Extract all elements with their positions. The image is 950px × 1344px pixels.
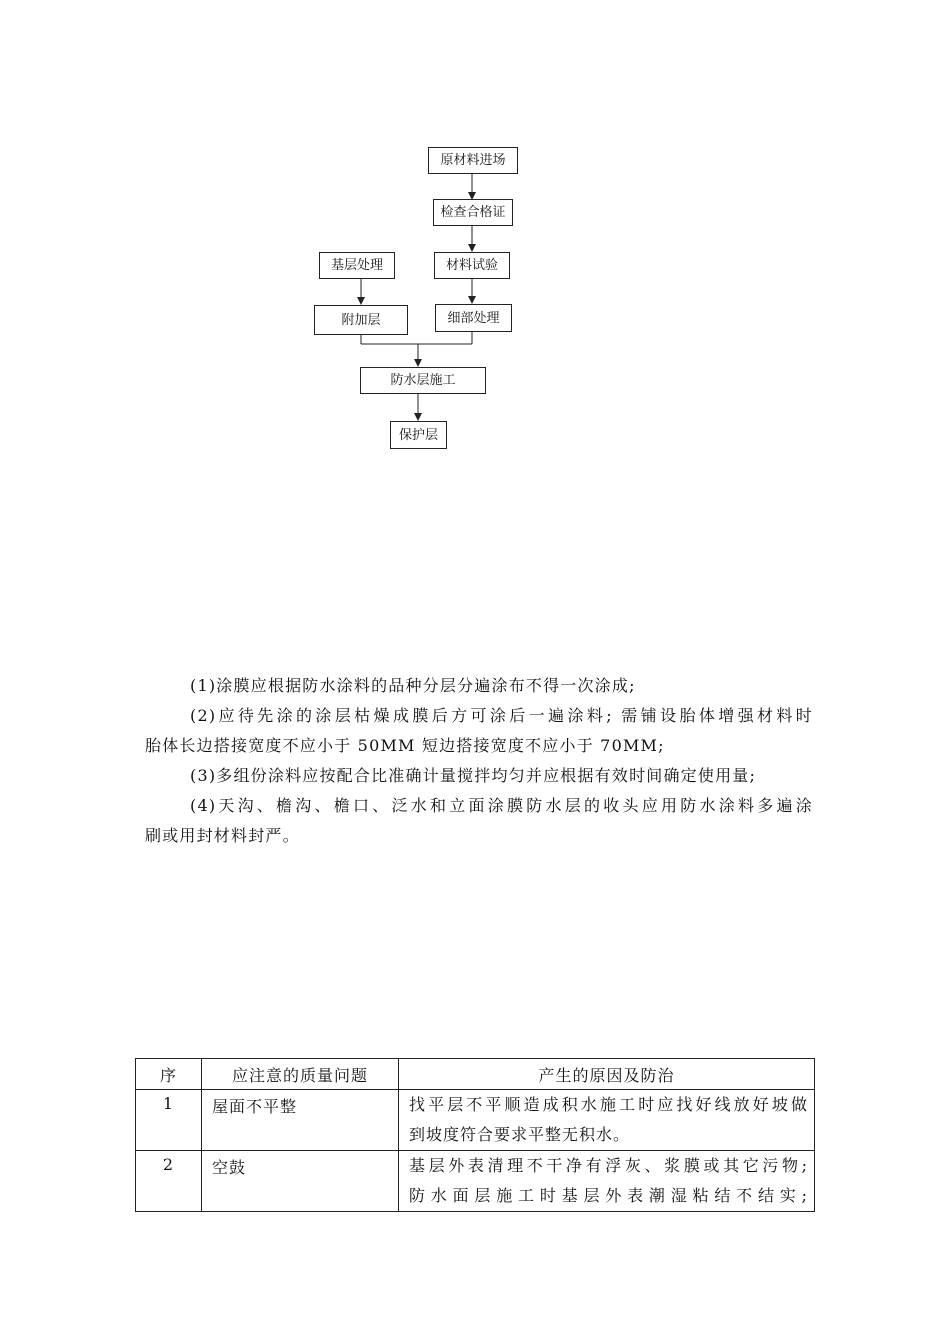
row-no: 2 — [136, 1151, 202, 1212]
node-base-treatment-label: 基层处理 — [330, 258, 383, 273]
table-header-row — [136, 1059, 815, 1090]
paragraph-2-line-1: (2)应待先涂的涂层枯燥成膜后方可涂后一遍涂料; 需铺设胎体增强材料时 — [190, 706, 813, 725]
node-check-cert-label: 检查合格证 — [440, 205, 506, 220]
quality-issues-table — [135, 1058, 815, 1212]
node-waterproof-construction — [360, 367, 486, 394]
node-waterproof-construction-label: 防水层施工 — [390, 373, 456, 388]
process-flowchart — [0, 0, 950, 470]
node-protective-layer — [390, 421, 447, 449]
requirements-text — [145, 671, 813, 851]
row-cause-line-2: 防水面层施工时基层外表潮湿粘结不结实; — [409, 1186, 808, 1205]
row-issue: 空鼓 — [202, 1151, 399, 1212]
row-cause-line-1: 基层外表清理不干净有浮灰、浆膜或其它污物; — [409, 1156, 808, 1175]
paragraph-2-line-2: 胎体长边搭接宽度不应小于 50MM 短边搭接宽度不应小于 70MM; — [145, 736, 665, 755]
paragraph-1: (1)涂膜应根据防水涂料的品种分层分遍涂布不得一次涂成; — [190, 676, 636, 695]
row-cause-line-1: 找平层不平顺造成积水施工时应找好线放好坡做 — [409, 1095, 808, 1114]
row-cause — [399, 1151, 815, 1212]
node-raw-material — [428, 147, 518, 174]
node-additional-layer-label: 附加层 — [341, 312, 381, 328]
paragraph-4-line-2: 刷或用封材料封严。 — [145, 826, 300, 845]
node-raw-material-label: 原材料进场 — [440, 153, 506, 168]
flowchart-connectors — [0, 0, 950, 470]
table-row — [136, 1090, 815, 1151]
row-no: 1 — [136, 1090, 202, 1151]
header-cause: 产生的原因及防治 — [399, 1059, 815, 1090]
row-issue: 屋面不平整 — [202, 1090, 399, 1151]
paragraph-4-line-1: (4)天沟、檐沟、檐口、泛水和立面涂膜防水层的收头应用防水涂料多遍涂 — [190, 796, 813, 815]
node-material-test-label: 材料试验 — [445, 258, 498, 273]
table-row — [136, 1151, 815, 1212]
header-issue: 应注意的质量问题 — [202, 1059, 399, 1090]
node-additional-layer — [314, 305, 408, 335]
node-detail-treatment-label: 细部处理 — [447, 310, 500, 326]
node-protective-layer-label: 保护层 — [398, 427, 438, 443]
header-no: 序 — [136, 1059, 202, 1090]
node-check-cert — [433, 199, 513, 226]
node-material-test — [434, 252, 510, 279]
node-base-treatment — [319, 252, 395, 279]
node-detail-treatment — [435, 304, 512, 332]
row-cause-line-2: 到坡度符合要求平整无积水。 — [409, 1125, 631, 1144]
paragraph-3: (3)多组份涂料应按配合比准确计量搅拌均匀并应根据有效时间确定使用量; — [190, 766, 757, 785]
row-cause — [399, 1090, 815, 1151]
